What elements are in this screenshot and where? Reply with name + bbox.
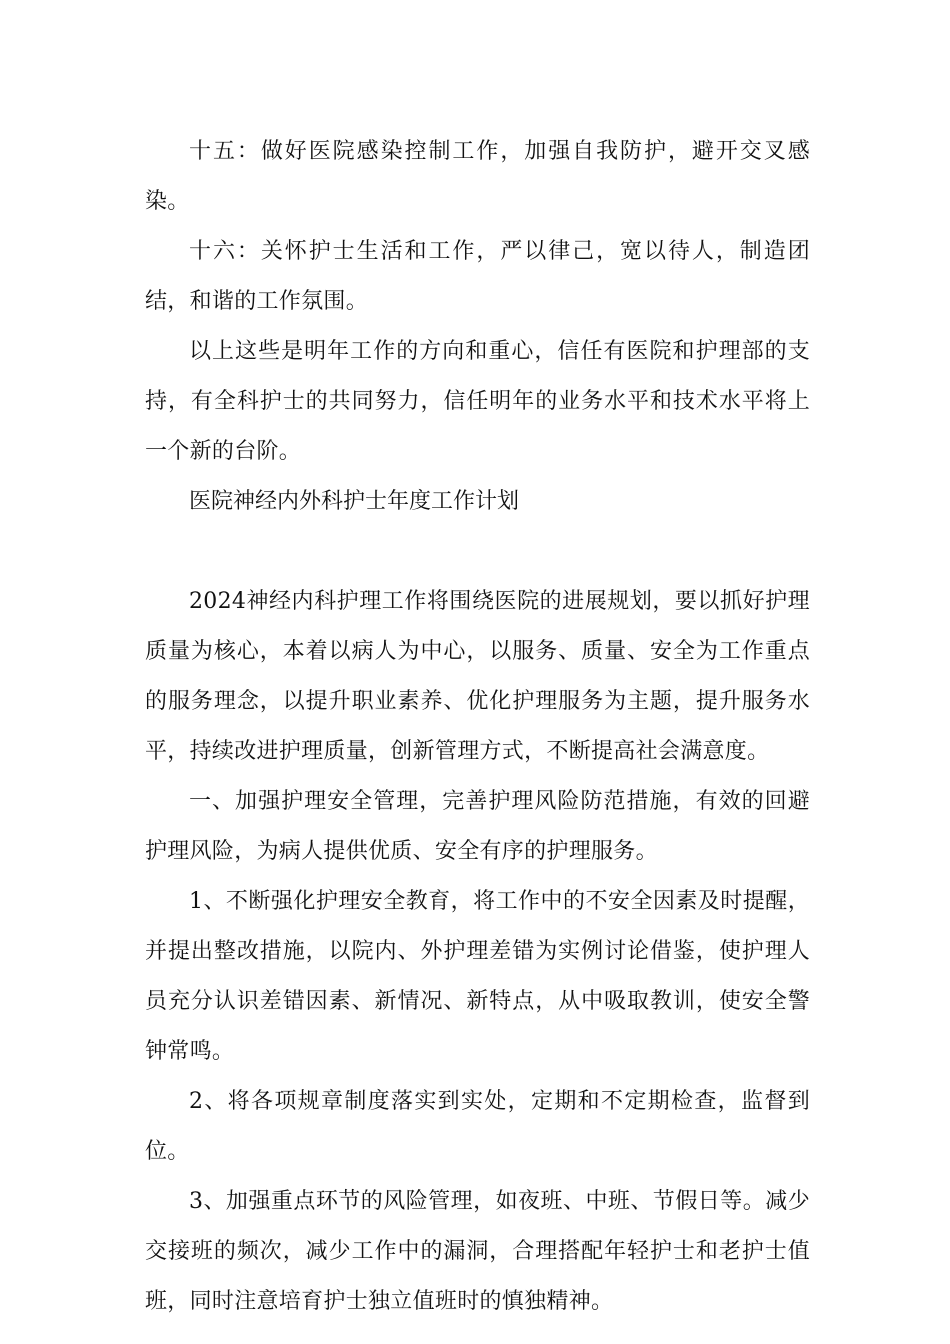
- blank-gap: [145, 527, 810, 577]
- paragraph-intro: 2024神经内科护理工作将围绕医院的进展规划，要以抓好护理质量为核心，本着以病人为中心，以服务、质量、安全为工作重点的服务理念，以提升职业素养、优化护理服务为主题，提升服务水平，持续改进护理质量，创新管理方式，不断提高社会满意度。: [145, 589, 810, 764]
- section-title: 医院神经内外科护士年度工作计划: [189, 489, 520, 514]
- document-page: [145, 127, 810, 1327]
- paragraph-item-2: 2、将各项规章制度落实到实处，定期和不定期检查，监督到位。: [145, 1089, 810, 1164]
- paragraph-point-one: 一、加强护理安全管理，完善护理风险防范措施，有效的回避护理风险，为病人提供优质、安全有序的护理服务。: [145, 789, 810, 864]
- paragraph-item-3: 3、加强重点环节的风险管理，如夜班、中班、节假日等。减少交接班的频次，减少工作中的漏洞，合理搭配年轻护士和老护士值班，同时注意培育护士独立值班时的慎独精神。: [145, 1189, 810, 1314]
- paragraph-fifteen: 十五：做好医院感染控制工作，加强自我防护，避开交叉感染。: [145, 139, 810, 214]
- paragraph-item-1: 1、不断强化护理安全教育，将工作中的不安全因素及时提醒，并提出整改措施，以院内、外护理差错为实例讨论借鉴，使护理人员充分认识差错因素、新情况、新特点，从中吸取教训，使安全警钟常鸣。: [145, 889, 810, 1064]
- paragraph-summary: 以上这些是明年工作的方向和重心，信任有医院和护理部的支持，有全科护士的共同努力，信任明年的业务水平和技术水平将上一个新的台阶。: [145, 339, 810, 464]
- paragraph-sixteen: 十六：关怀护士生活和工作，严以律己，宽以待人，制造团结，和谐的工作氛围。: [145, 239, 810, 314]
